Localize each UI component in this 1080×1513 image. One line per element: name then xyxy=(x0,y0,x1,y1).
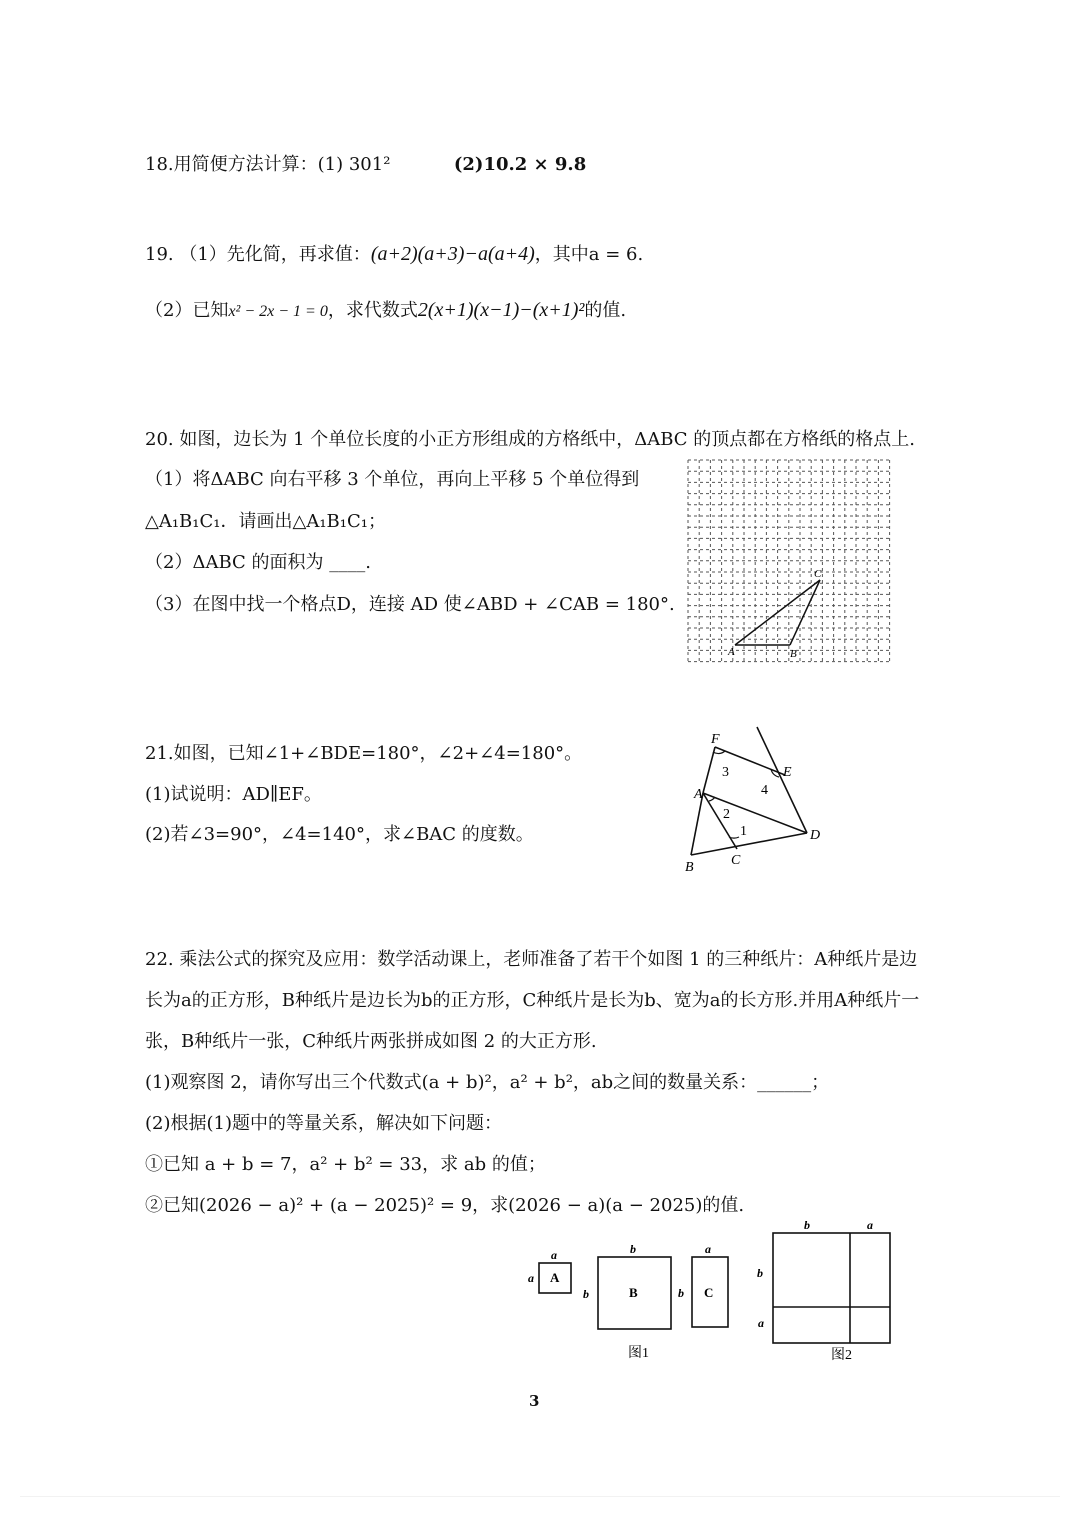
big-square xyxy=(773,1233,890,1343)
q22-line4: (1)观察图 2，请你写出三个代数式(a + b)²，a² + b²，ab之间的数量关系：______； xyxy=(145,1072,830,1093)
q22-line7: ②已知(2026 − a)² + (a − 2025)² = 9，求(2026 − a)(a − 2025)的值. xyxy=(145,1195,745,1216)
piece-b-label: B xyxy=(629,1285,638,1300)
piece-b-top-label: b xyxy=(630,1242,636,1256)
q19-line2-mid: ，求代数式 xyxy=(327,300,418,321)
label-f: F xyxy=(711,732,720,747)
q18-part2: (2)10.2 × 9.8 xyxy=(453,154,587,175)
q20-part1b: △A₁B₁C₁．请画出△A₁B₁C₁； xyxy=(145,511,386,532)
angle-label-1: 1 xyxy=(740,824,747,839)
piece-a-top-label: a xyxy=(551,1248,557,1262)
segment-ac xyxy=(703,793,737,849)
q20-grid-figure xyxy=(680,455,900,670)
angle-arc-3 xyxy=(713,751,725,754)
q19-line1-prefix: 19. （1）先化简，再求值： xyxy=(145,244,371,265)
angle-label-3: 3 xyxy=(722,765,729,780)
q19-line1 xyxy=(145,242,643,267)
fig2-top-a-label: a xyxy=(867,1218,873,1232)
fig2-side-b-label: b xyxy=(757,1266,763,1280)
q18-line xyxy=(145,153,586,177)
label-a: A xyxy=(694,787,703,802)
q19-line2-prefix: （2）已知 xyxy=(145,300,229,321)
q19-line2-suffix: 的值. xyxy=(584,300,627,321)
page-number: 3 xyxy=(529,1392,540,1410)
q21-intro: 21.如图，已知∠1+∠BDE=180°，∠2+∠4=180°。 xyxy=(145,743,583,764)
piece-c-label: C xyxy=(704,1285,714,1300)
piece-a-label: A xyxy=(550,1270,560,1285)
figure2-caption: 图2 xyxy=(831,1348,852,1363)
piece-c-side-label: b xyxy=(678,1286,684,1300)
q19-line2 xyxy=(145,298,626,324)
label-e: E xyxy=(783,765,792,780)
q22-line5: (2)根据(1)题中的等量关系，解决如下问题： xyxy=(145,1113,502,1134)
q19-line2-expr: 2(x+1)(x−1)−(x+1)² xyxy=(417,299,585,321)
label-c: C xyxy=(731,853,741,868)
angle-label-2: 2 xyxy=(723,807,730,822)
label-c: C xyxy=(814,568,822,580)
q20-intro: 20. 如图，边长为 1 个单位长度的小正方形组成的方格纸中，ΔABC 的顶点都在方格纸的格点上. xyxy=(145,429,916,450)
segment-bc xyxy=(790,580,820,645)
q20-part1a: （1）将ΔABC 向右平移 3 个单位，再向上平移 5 个单位得到 xyxy=(145,469,640,490)
q19-line1-expr: (a+2)(a+3)−a(a+4) xyxy=(370,243,535,265)
segment-bd xyxy=(691,833,807,855)
q21-part1: (1)试说明：AD∥EF。 xyxy=(145,784,322,805)
grid-lines xyxy=(688,460,890,662)
label-d: D xyxy=(810,828,821,843)
q22-line6: ①已知 a + b = 7，a² + b² = 33，求 ab 的值； xyxy=(145,1154,546,1175)
piece-c-top-label: a xyxy=(705,1242,711,1256)
q18-text: 18.用简便方法计算：(1) 301² xyxy=(145,154,391,175)
q19-line2-eq: x² − 2x − 1 = 0 xyxy=(228,303,328,320)
q22-figures xyxy=(520,1215,910,1375)
q22-line3: 张，B种纸片一张，C种纸片两张拼成如图 2 的大正方形. xyxy=(145,1031,597,1052)
q22-line2: 长为a的正方形，B种纸片是边长为b的正方形，C种纸片是长为b、宽为a的长方形.并用A种纸片一 xyxy=(145,990,920,1011)
angle-arc-2 xyxy=(709,797,715,801)
label-b: B xyxy=(790,648,797,660)
bottom-rule xyxy=(20,1496,1060,1497)
piece-b-side-label: b xyxy=(583,1287,589,1301)
q21-part2: (2)若∠3=90°，∠4=140°，求∠BAC 的度数。 xyxy=(145,824,534,845)
angle-arc-1 xyxy=(729,837,739,838)
q21-figure xyxy=(675,725,840,880)
q19-line1-suffix: ，其中a = 6. xyxy=(534,244,644,265)
fig2-top-b-label: b xyxy=(804,1218,810,1232)
q20-part2: （2）ΔABC 的面积为 ____. xyxy=(145,552,371,573)
angle-label-4: 4 xyxy=(761,783,768,798)
figure1-caption: 图1 xyxy=(628,1346,649,1361)
q20-part3: （3）在图中找一个格点D，连接 AD 使∠ABD + ∠CAB = 180°. xyxy=(145,594,675,615)
segment-fa xyxy=(703,747,715,793)
segment-ab xyxy=(691,793,703,855)
piece-a-side-label: a xyxy=(528,1271,534,1285)
label-b: B xyxy=(685,860,694,875)
fig2-side-a-label: a xyxy=(758,1316,764,1330)
q22-line1: 22. 乘法公式的探究及应用：数学活动课上，老师准备了若干个如图 1 的三种纸片：A种纸片是边 xyxy=(145,949,918,970)
label-a: A xyxy=(728,646,735,658)
